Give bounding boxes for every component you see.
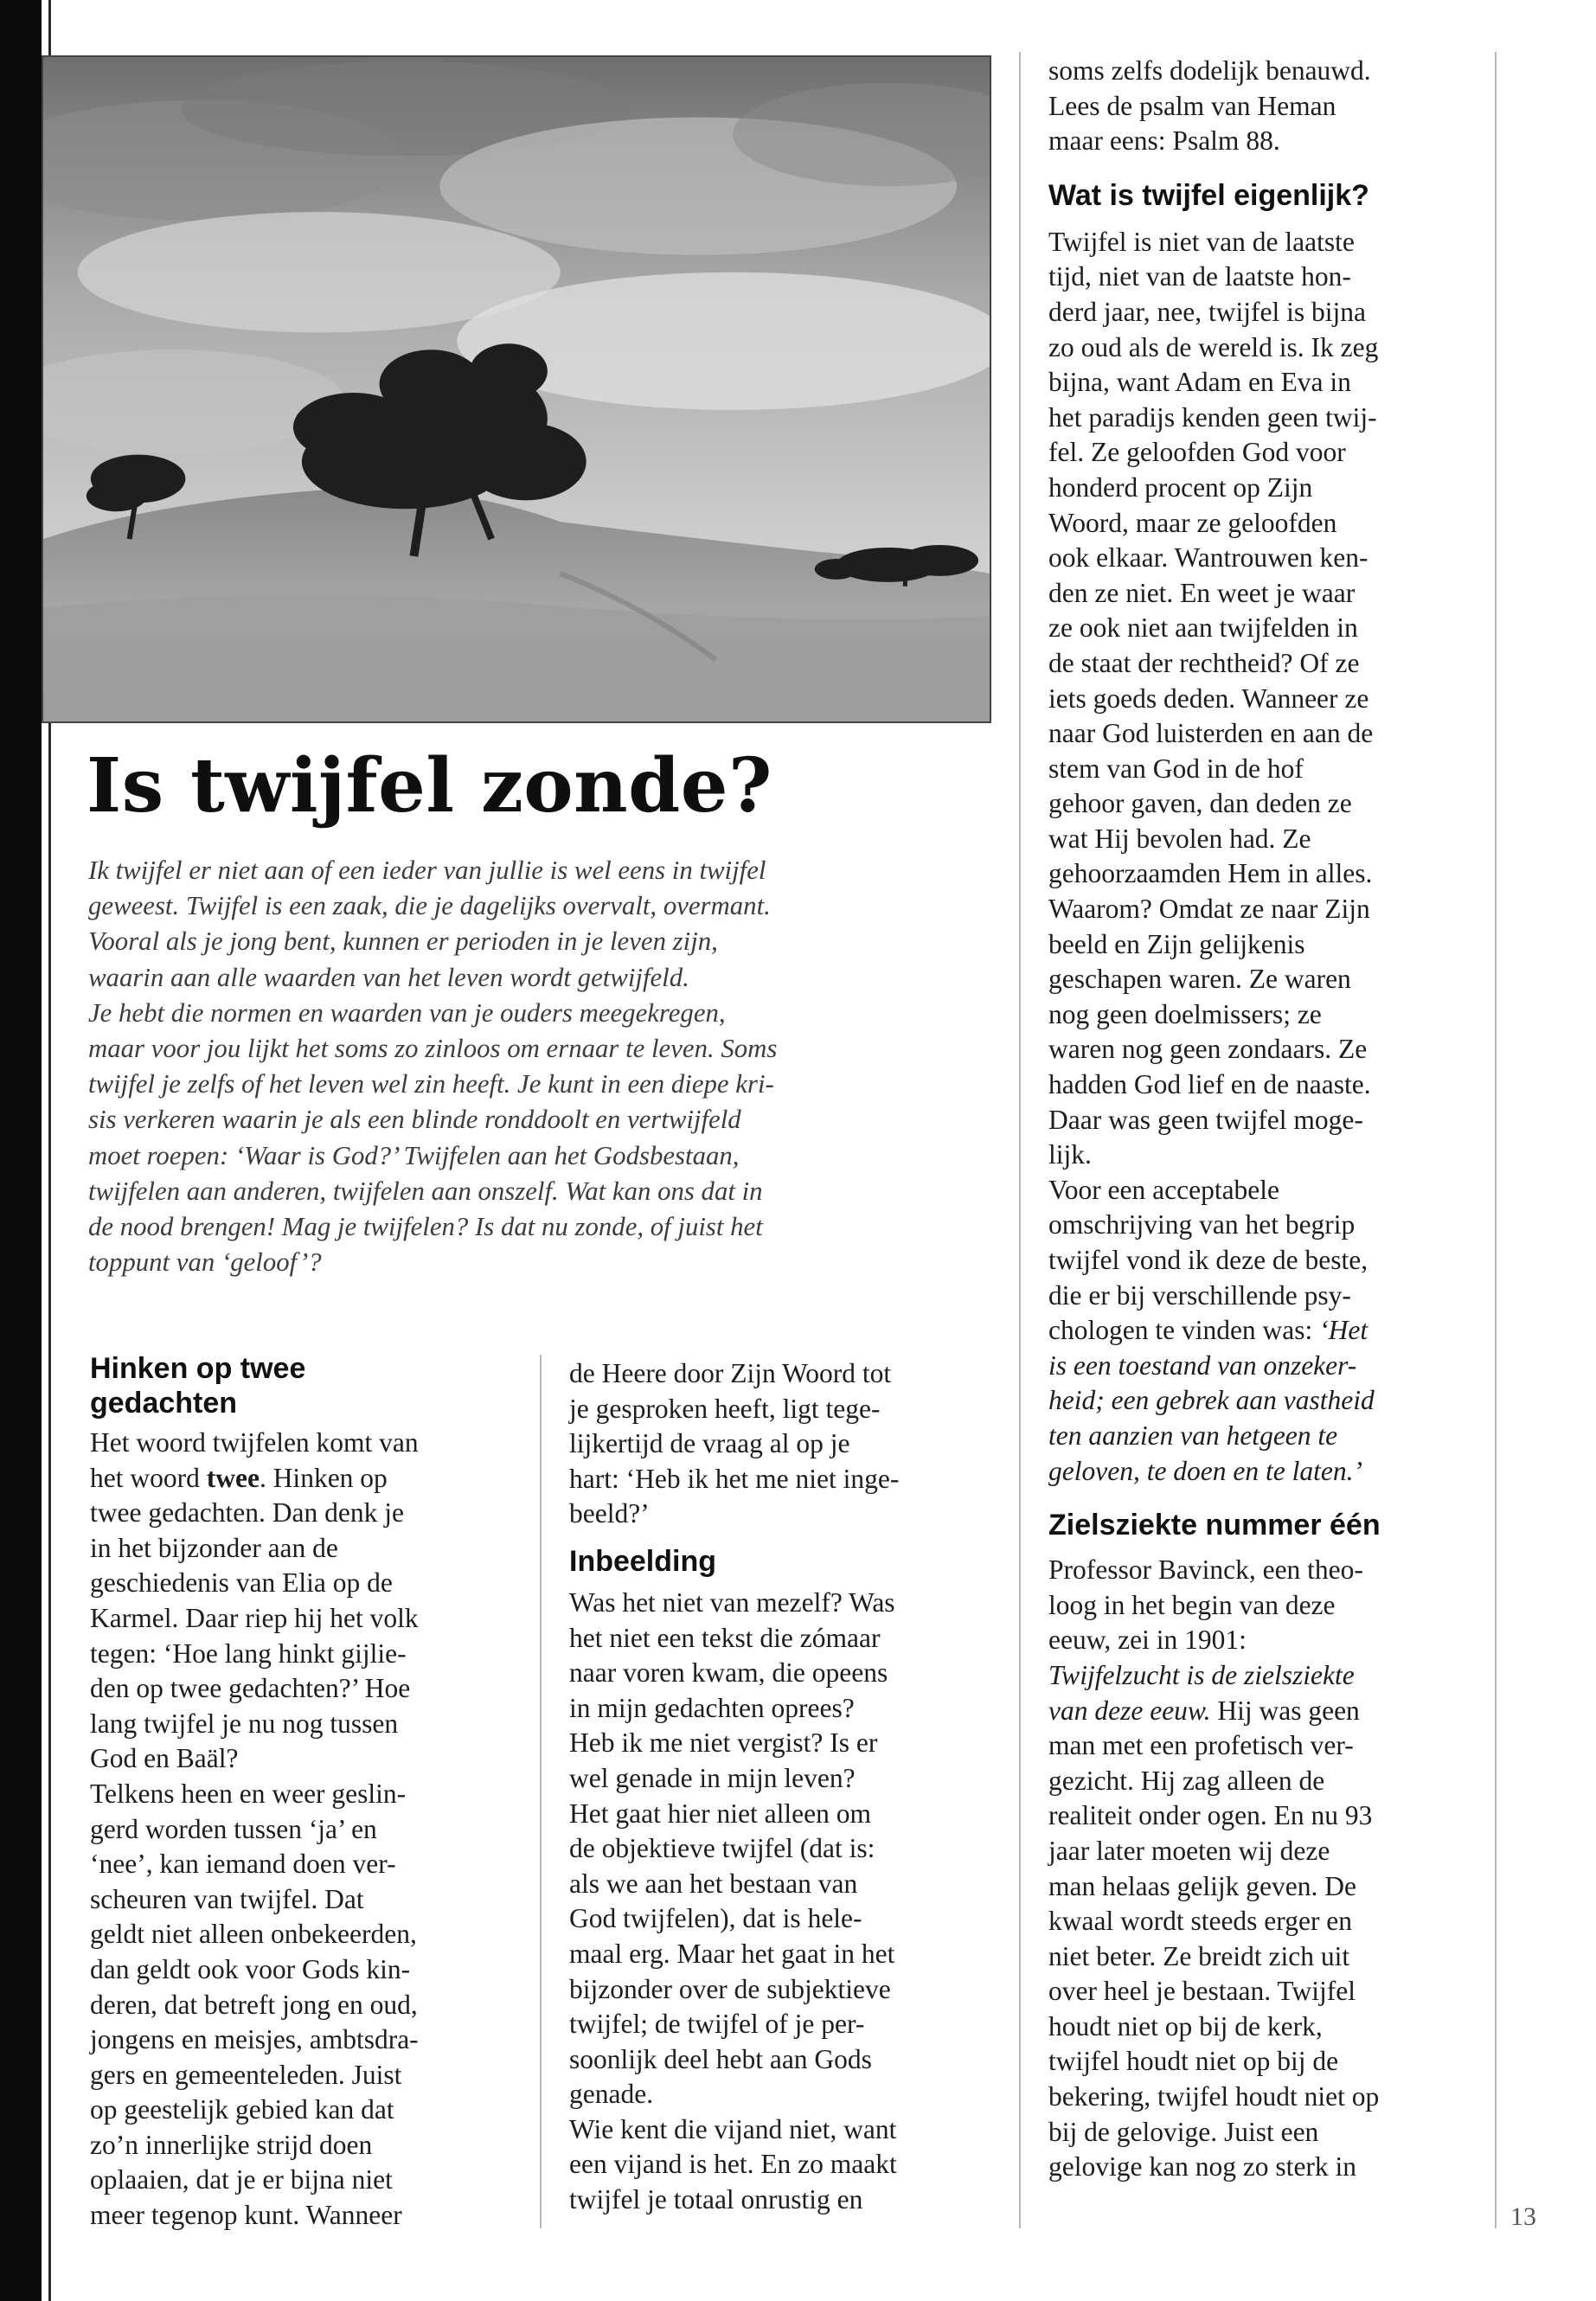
body-line: twee gedachten. Dan denk je	[90, 1497, 404, 1529]
quote-line	[1048, 1454, 1481, 1490]
section-heading-zielsziekte: Zielsziekte nummer één	[1048, 1509, 1381, 1542]
intro-line: moet roepen: ‘Waar is God?’ Twijfelen aan het Godsbestaan,	[88, 1140, 740, 1170]
body-line: geschapen waren. Ze waren	[1048, 964, 1351, 995]
body-line: lijk.	[1048, 1139, 1092, 1170]
text-column-middle	[569, 1356, 1002, 2218]
body-line: beeld en Zijn gelijkenis	[1048, 928, 1305, 959]
body-line: de objektieve twijfel (dat is:	[569, 1833, 875, 1864]
body-line: jaar later moeten wij deze	[1048, 1835, 1330, 1866]
body-line: eeuw, zei in 1901:	[1048, 1625, 1247, 1656]
body-line: Wie kent die vijand niet, want	[569, 2113, 897, 2144]
body-text: . Hinken op	[259, 1462, 388, 1493]
section-heading-wat-is-twijfel: Wat is twijfel eigenlijk?	[1048, 178, 1369, 212]
italic-quote-text: ‘Het	[1319, 1315, 1368, 1346]
intro-line: maar voor jou lijkt het soms zo zinloos om ernaar te leven. Soms	[88, 1034, 778, 1064]
body-line: Waarom? Omdat ze naar Zijn	[1048, 894, 1370, 925]
text-column-right	[1048, 54, 1481, 2185]
body-line: die er bij verschillende psy-	[1048, 1279, 1351, 1311]
body-line: realiteit onder ogen. En nu 93	[1048, 1800, 1373, 1831]
body-line: fel. Ze geloofden God voor	[1048, 437, 1346, 468]
body-line: een vijand is het. En zo maakt	[569, 2149, 897, 2180]
body-line: oplaaien, dat je er bijna niet	[90, 2164, 393, 2195]
body-line: Karmel. Daar riep hij het volk	[90, 1602, 419, 1633]
body-line: dan geldt ook voor Gods kin-	[90, 1953, 411, 1984]
body-line	[90, 1461, 522, 1497]
body-line: soonlijk deel hebt aan Gods	[569, 2043, 872, 2074]
body-line: derd jaar, nee, twijfel is bijna	[1048, 296, 1366, 327]
body-line: den ze niet. En weet je waar	[1048, 577, 1356, 608]
body-line: Woord, maar ze geloofden	[1048, 507, 1337, 538]
body-line: op geestelijk gebied kan dat	[90, 2094, 394, 2125]
body-line: ‘nee’, kan iemand doen ver-	[90, 1849, 396, 1880]
body-line: tegen: ‘Hoe lang hinkt gijlie-	[90, 1638, 407, 1669]
intro-line: de nood brengen! Mag je twijfelen? Is dat nu zonde, of juist het	[88, 1212, 763, 1242]
section-heading-hinken: gedachten	[90, 1387, 238, 1420]
body-line: in mijn gedachten oprees?	[569, 1692, 855, 1723]
body-line: maal erg. Maar het gaat in het	[569, 1938, 895, 1969]
body-line: in het bijzonder aan de	[90, 1532, 338, 1563]
body-line: scheuren van twijfel. Dat	[90, 1883, 364, 1914]
intro-line: sis verkeren waarin je als een blinde ronddoolt en vertwijfeld	[88, 1105, 741, 1135]
body-line: gehoorzaamden Hem in alles.	[1048, 858, 1373, 889]
body-line: Professor Bavinck, een theo-	[1048, 1554, 1363, 1586]
body-line: waren nog geen zondaars. Ze	[1048, 1034, 1368, 1065]
body-line: kwaal wordt steeds erger en	[1048, 1906, 1353, 1937]
body-line: houdt niet op bij de kerk,	[1048, 2010, 1323, 2041]
quote-line	[1048, 1349, 1481, 1384]
body-line: Het gaat hier niet alleen om	[569, 1798, 871, 1829]
intro-line: waarin aan alle waarden van het leven wordt getwijfeld.	[88, 962, 689, 992]
body-line: honderd procent op Zijn	[1048, 471, 1313, 503]
body-line: geldt niet alleen onbekeerden,	[90, 1919, 417, 1950]
body-line: bekering, twijfel houdt niet op	[1048, 2081, 1380, 2112]
body-line: Daar was geen twijfel moge-	[1048, 1104, 1363, 1135]
body-line: zo’n innerlijke strijd doen	[90, 2129, 373, 2160]
body-text: het woord	[90, 1462, 207, 1493]
dune-landscape-photo	[42, 55, 991, 723]
body-line: den op twee gedachten?’ Hoe	[90, 1673, 411, 1704]
body-line: niet beter. Ze breidt zich uit	[1048, 1940, 1350, 1971]
body-line: gers en gemeenteleden. Juist	[90, 2059, 402, 2090]
body-line: twijfel vond ik deze de beste,	[1048, 1245, 1368, 1275]
body-line: Heb ik me niet vergist? Is er	[569, 1727, 878, 1759]
body-line: naar voren kwam, die opeens	[569, 1657, 888, 1689]
body-line: tijd, niet van de laatste hon-	[1048, 261, 1351, 292]
column-divider	[1019, 52, 1021, 2228]
italic-quote-text: Twijfelzucht is de zielsziekte	[1048, 1659, 1355, 1690]
body-line: hart: ‘Heb ik het me niet inge-	[569, 1463, 900, 1494]
body-line: jongens en meisjes, ambtsdra-	[90, 2024, 419, 2055]
body-line: over heel je bestaan. Twijfel	[1048, 1976, 1356, 2007]
quote-line	[1048, 1419, 1481, 1454]
body-line: iets goeds deden. Wanneer ze	[1048, 683, 1369, 714]
italic-quote-text: is een toestand van onzeker-	[1048, 1349, 1357, 1381]
intro-line: twijfel je zelfs of het leven wel zin heeft. Je kunt in een diepe kri-	[88, 1069, 774, 1099]
text-column-left	[90, 1351, 522, 2234]
body-line: gehoor gaven, dan deden ze	[1048, 788, 1352, 819]
body-text: chologen te vinden was:	[1048, 1315, 1320, 1346]
body-line: wat Hij bevolen had. Ze	[1048, 823, 1311, 854]
body-line: Het woord twijfelen komt van	[90, 1427, 419, 1458]
intro-line: toppunt van ‘geloof’?	[88, 1247, 322, 1278]
body-line: lijkertijd de vraag al op je	[569, 1428, 850, 1459]
bold-word: twee	[206, 1462, 260, 1493]
body-line: zo oud als de wereld is. Ik zeg	[1048, 331, 1379, 362]
body-line: man helaas gelijk geven. De	[1048, 1870, 1356, 1901]
body-line: omschrijving van het begrip	[1048, 1209, 1356, 1240]
body-line: twijfel je totaal onrustig en	[569, 2184, 863, 2215]
dune-photo-graphic	[43, 57, 990, 721]
body-line: beeld?’	[569, 1498, 650, 1529]
body-line: Was het niet van mezelf? Was	[569, 1586, 895, 1618]
intro-line: Ik twijfel er niet aan of een ieder van jullie is wel eens in twijfel	[88, 856, 766, 885]
body-line: gezicht. Hij zag alleen de	[1048, 1765, 1325, 1796]
intro-line: Vooral als je jong bent, kunnen er perioden in je leven zijn,	[88, 926, 718, 957]
body-line: geschiedenis van Elia op de	[90, 1567, 393, 1599]
body-line: stem van God in de hof	[1048, 753, 1304, 784]
body-line: de staat der rechtheid? Of ze	[1048, 647, 1360, 678]
italic-quote-text: heid; een gebrek aan vastheid	[1048, 1385, 1375, 1416]
italic-quote-text: ten aanzien van hetgeen te	[1048, 1420, 1338, 1451]
body-text: Hij was geen	[1210, 1695, 1360, 1726]
body-line: de Heere door Zijn Woord tot	[569, 1358, 892, 1388]
body-line: wel genade in mijn leven?	[569, 1762, 856, 1793]
body-line: naar God luisterden en aan de	[1048, 718, 1374, 749]
body-line: loog in het begin van deze	[1048, 1589, 1336, 1620]
body-line: Telkens heen en weer geslin-	[90, 1778, 407, 1809]
body-line: ook elkaar. Wantrouwen ken-	[1048, 542, 1368, 574]
page-black-edge	[0, 0, 42, 2301]
body-line: soms zelfs dodelijk benauwd.	[1048, 55, 1371, 86]
body-line: twijfel houdt niet op bij de	[1048, 2046, 1339, 2077]
body-line: man met een profetisch ver-	[1048, 1730, 1354, 1761]
body-line: bijna, want Adam en Eva in	[1048, 367, 1351, 398]
section-heading-hinken: Hinken op twee	[90, 1352, 306, 1385]
body-line: het paradijs kenden geen twij-	[1048, 401, 1377, 433]
page-margin-divider	[1495, 52, 1497, 2228]
quote-line	[1048, 1383, 1481, 1419]
intro-line: twijfelen aan anderen, twijfelen aan onszelf. Wat kan ons dat in	[88, 1176, 763, 1206]
body-line: Twijfel is niet van de laatste	[1048, 226, 1355, 257]
body-line: twijfel; de twijfel of je per-	[569, 2009, 865, 2040]
body-line: lang twijfel je nu nog tussen	[90, 1708, 399, 1739]
quote-line	[1048, 1658, 1481, 1694]
body-line: ze ook niet aan twijfelden in	[1048, 612, 1358, 644]
body-line: genade.	[569, 2079, 654, 2110]
body-line: gerd worden tussen ‘ja’ en	[90, 1813, 377, 1844]
section-heading-inbeelding: Inbeelding	[569, 1544, 716, 1578]
intro-line: geweest. Twijfel is een zaak, die je dagelijks overvalt, overmant.	[88, 891, 771, 921]
body-line: als we aan het bestaan van	[569, 1868, 858, 1899]
body-line	[1048, 1313, 1481, 1349]
body-line	[1048, 1694, 1481, 1729]
body-line: bij de gelovige. Juist een	[1048, 2116, 1319, 2147]
body-line: gelovige kan nog zo sterk in	[1048, 2151, 1357, 2182]
body-line: deren, dat betreft jong en oud,	[90, 1989, 418, 2020]
article-intro	[88, 853, 988, 1280]
body-line: het niet een tekst die zómaar	[569, 1622, 881, 1653]
body-line: God en Baäl?	[90, 1743, 239, 1774]
body-line: God twijfelen), dat is hele-	[569, 1903, 862, 1934]
body-line: bijzonder over de subjektieve	[569, 1973, 891, 2004]
body-line: meer tegenop kunt. Wanneer	[90, 2200, 402, 2231]
body-line: nog geen doelmissers; ze	[1048, 998, 1322, 1029]
page-number: 13	[1510, 2202, 1536, 2231]
article-title: Is twijfel zonde?	[87, 742, 772, 830]
italic-quote-text: van deze eeuw.	[1048, 1695, 1211, 1726]
body-line: je gesproken heeft, ligt tege-	[569, 1393, 881, 1424]
body-line: maar eens: Psalm 88.	[1048, 125, 1280, 157]
italic-quote-text: geloven, te doen en te laten.’	[1048, 1455, 1362, 1486]
intro-line: Je hebt die normen en waarden van je ouders meegekregen,	[88, 997, 726, 1028]
column-divider	[540, 1355, 542, 2228]
body-line: Voor een acceptabele	[1048, 1174, 1280, 1205]
body-line: Lees de psalm van Heman	[1048, 90, 1336, 121]
body-line: hadden God lief en de naaste.	[1048, 1069, 1371, 1100]
